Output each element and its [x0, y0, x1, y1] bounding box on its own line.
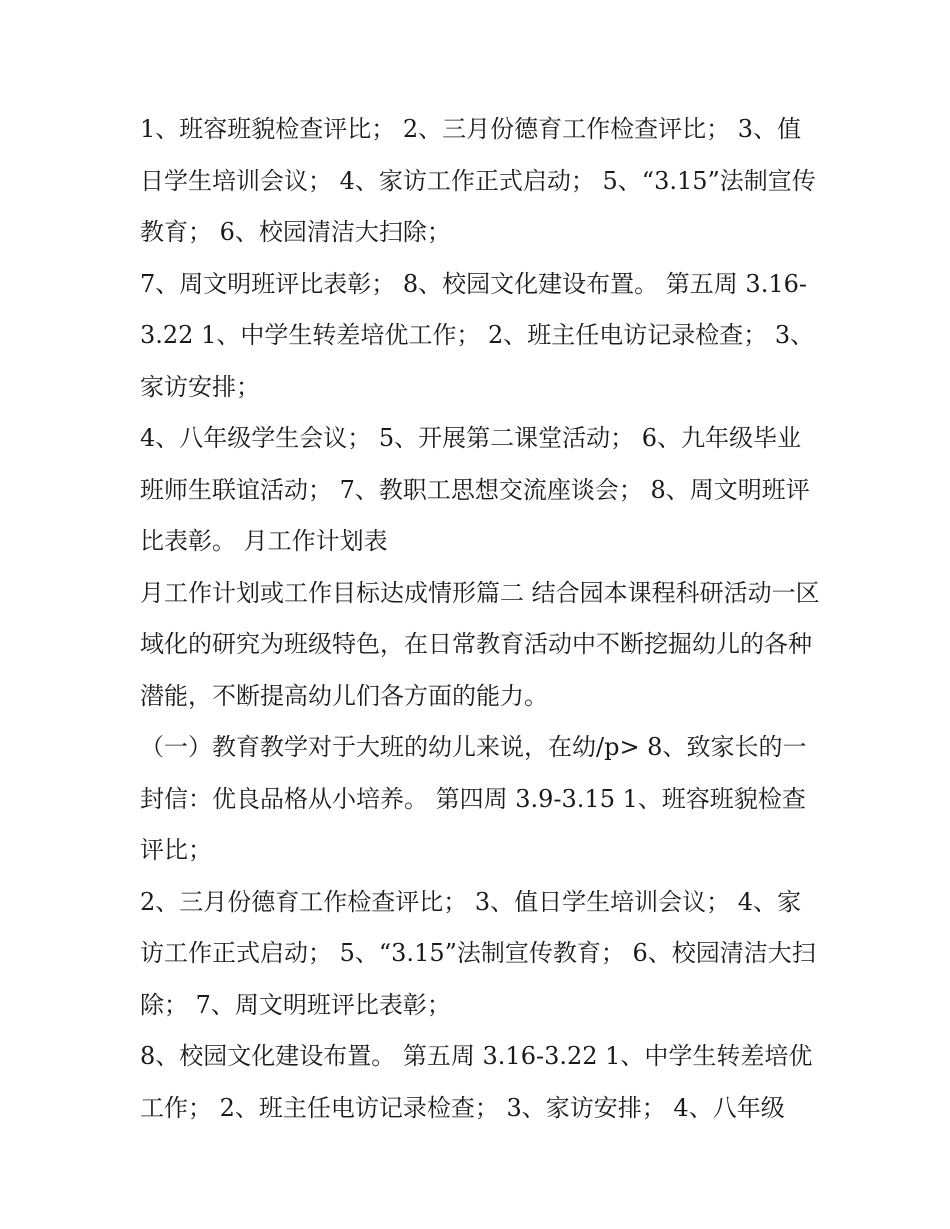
paragraph-7: 8、校园文化建设布置。 第五周 3.16-3.22 1、中学生转差培优工作； 2、班主任电访记录检查； 3、家访安排； 4、八年级: [140, 1042, 813, 1122]
paragraph-4: 月工作计划或工作目标达成情形篇二 结合园本课程科研活动一区域化的研究为班级特色，在日常教育活动中不断挖掘幼儿的各种潜能，不断提高幼儿们各方面的能力。: [140, 578, 820, 710]
paragraph-5: （一）教育教学对于大班的幼儿来说，在幼/p> 8、致家长的一封信：优良品格从小培养。 第四周 3.9-3.15 1、班容班貌检查评比；: [140, 733, 807, 864]
paragraph-2: 7、周文明班评比表彰； 8、校园文化建设布置。 第五周 3.16-3.22 1、中学生转差培优工作； 2、班主任电访记录检查； 3、家访安排；: [140, 269, 815, 401]
paragraph-3: 4、八年级学生会议； 5、开展第二课堂活动； 6、九年级毕业班师生联谊活动； 7、教职工思想交流座谈会； 8、周文明班评比表彰。 月工作计划表: [140, 424, 810, 555]
paragraph-1: 1、班容班貌检查评比； 2、三月份德育工作检查评比； 3、值日学生培训会议； 4、家访工作正式启动； 5、“3.15”法制宣传教育； 6、校园清洁大扫除；: [140, 115, 816, 246]
paragraph-6: 2、三月份德育工作检查评比； 3、值日学生培训会议； 4、家访工作正式启动； 5、“3.15”法制宣传教育； 6、校园清洁大扫除； 7、周文明班评比表彰；: [140, 887, 816, 1019]
document-body: [140, 104, 820, 1134]
